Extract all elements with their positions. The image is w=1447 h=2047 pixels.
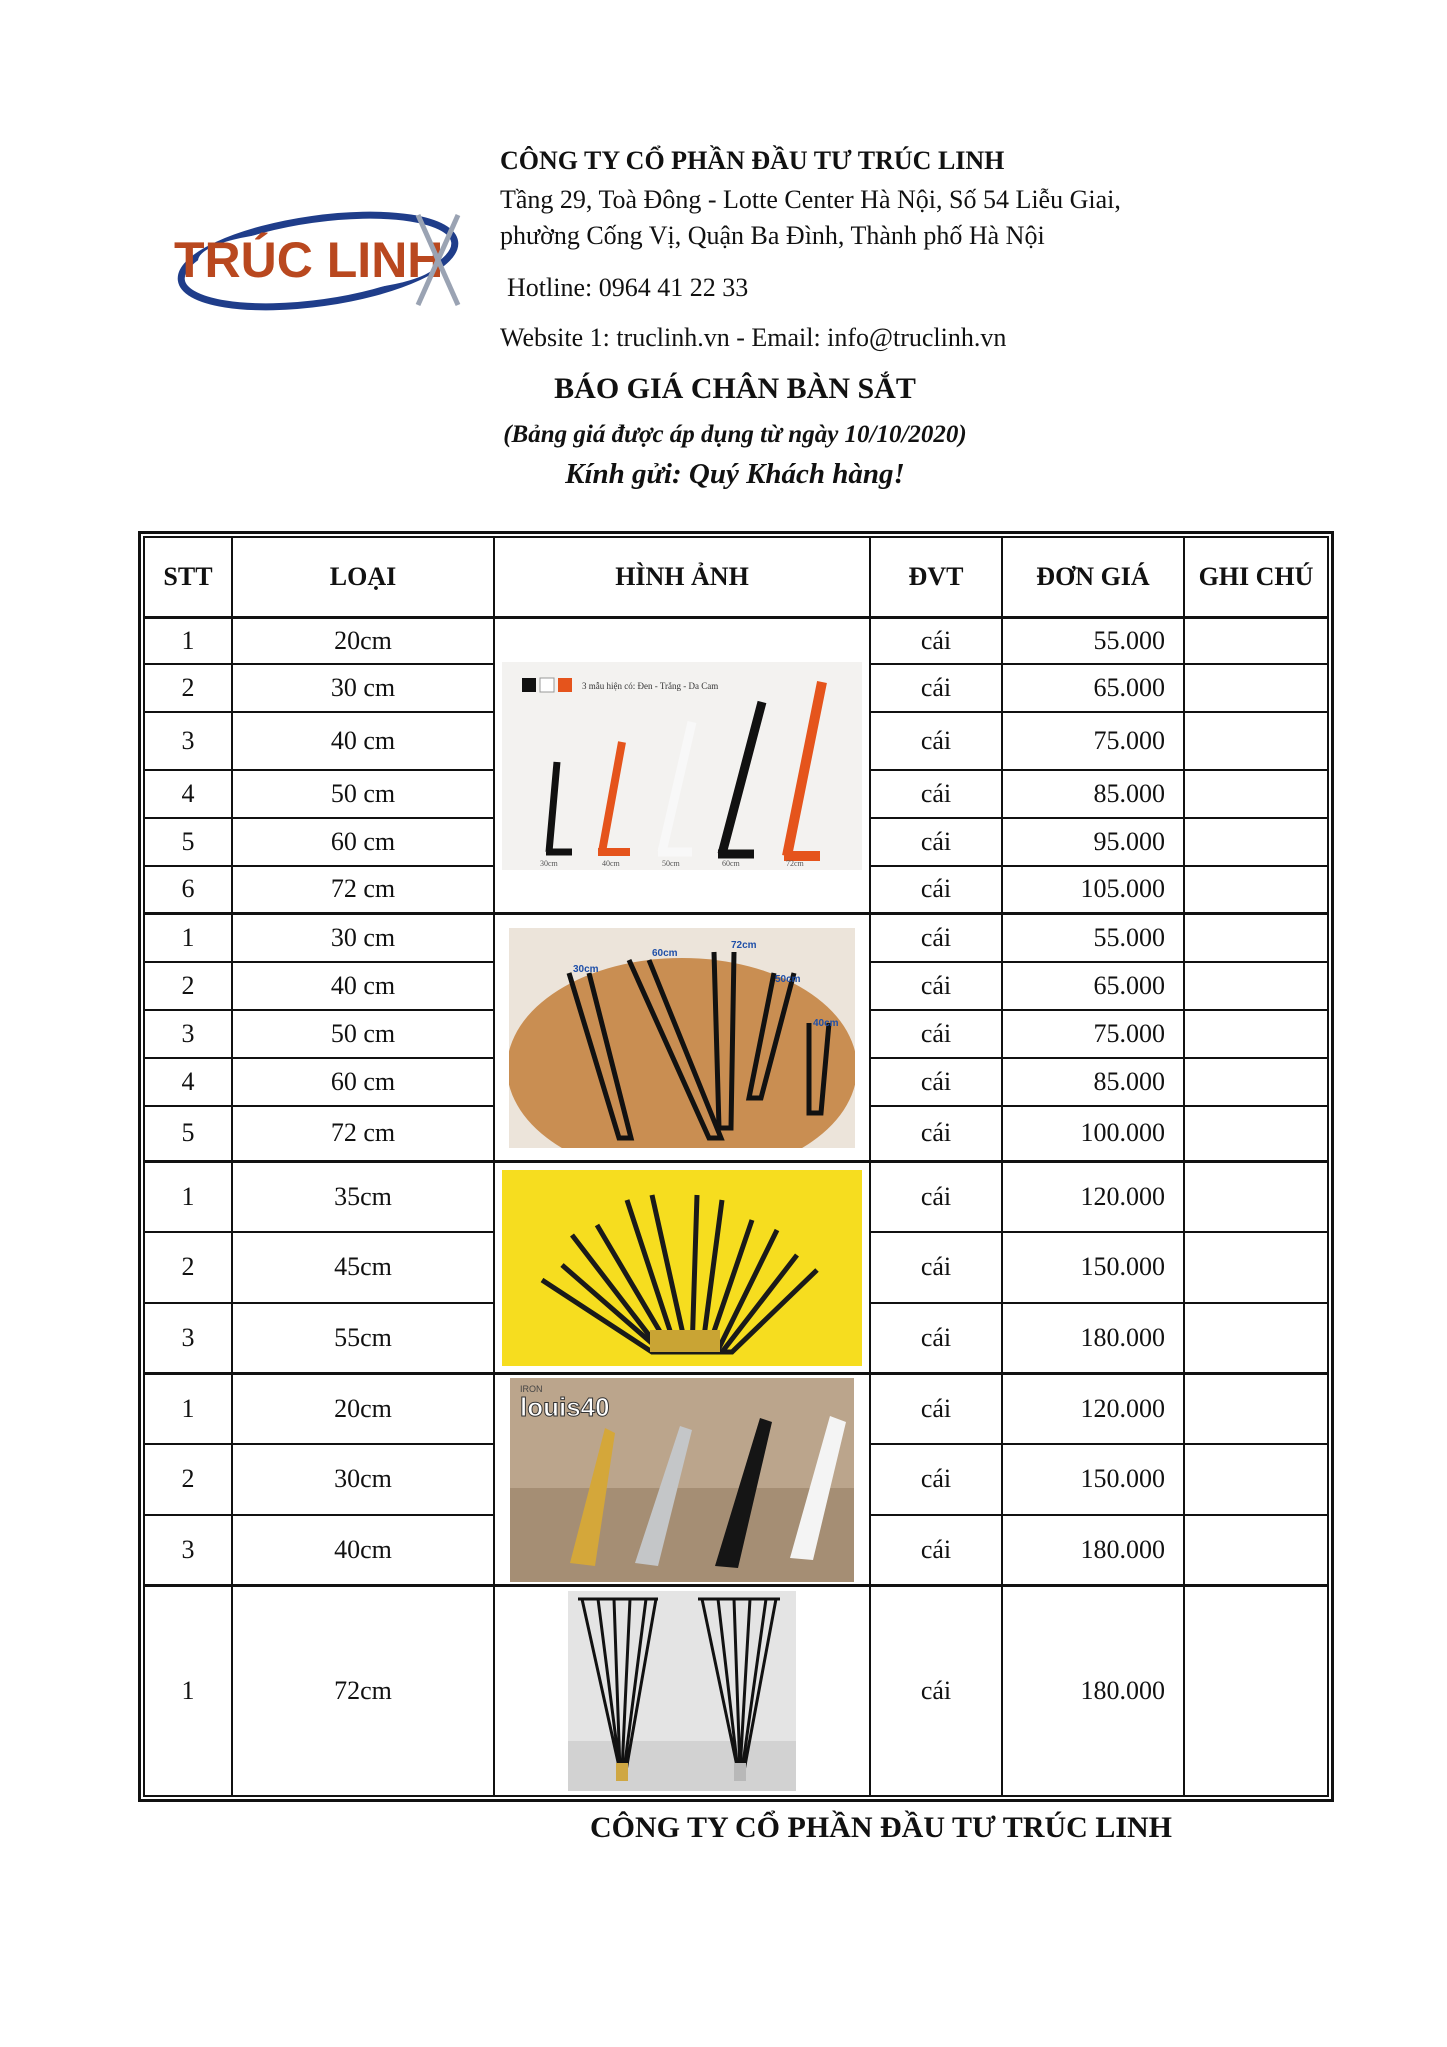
logo-text: TRÚC LINH: [174, 232, 444, 288]
cell-image: [494, 1162, 870, 1374]
cell-price: 105.000: [1002, 866, 1184, 914]
product-group-3: [144, 1162, 1328, 1374]
cell-note: [1184, 1374, 1328, 1444]
cell-stt: 5: [144, 1106, 232, 1162]
cell-stt: 2: [144, 1232, 232, 1303]
cell-image: [494, 914, 870, 1162]
cell-stt: 3: [144, 1010, 232, 1058]
cell-dvt: cái: [870, 1162, 1002, 1232]
address-line-1: Tầng 29, Toà Đông - Lotte Center Hà Nội, Số 54 Liễu Giai,: [500, 185, 1121, 214]
cell-loai: 60 cm: [232, 818, 494, 866]
header-loai: LOẠI: [232, 537, 494, 618]
cell-price: 85.000: [1002, 1058, 1184, 1106]
photo-label: 50cm: [662, 858, 680, 868]
address-line-2: phường Cống Vị, Quận Ba Đình, Thành phố Hà Nội: [500, 221, 1045, 250]
table-row: [144, 1162, 1328, 1232]
cell-note: [1184, 1303, 1328, 1374]
cell-stt: 1: [144, 1586, 232, 1796]
footer-company-name: CÔNG TY CỔ PHẦN ĐẦU TƯ TRÚC LINH: [590, 1811, 1172, 1844]
cell-price: 55.000: [1002, 618, 1184, 664]
cell-dvt: cái: [870, 1106, 1002, 1162]
table-leg-photo-2: [509, 928, 855, 1148]
cell-stt: 3: [144, 1515, 232, 1586]
header-dvt: ĐVT: [870, 537, 1002, 618]
cell-price: 65.000: [1002, 664, 1184, 712]
cell-image: [494, 1586, 870, 1796]
cell-stt: 2: [144, 962, 232, 1010]
table-header-row: [144, 537, 1328, 618]
cell-price: 180.000: [1002, 1515, 1184, 1586]
product-group-5: [144, 1586, 1328, 1796]
cell-note: [1184, 1162, 1328, 1232]
cell-note: [1184, 1232, 1328, 1303]
cell-loai: 30 cm: [232, 664, 494, 712]
header-don-gia: ĐƠN GIÁ: [1002, 537, 1184, 618]
table-leg-photo-3: [502, 1170, 862, 1366]
cell-note: [1184, 818, 1328, 866]
product-group-1: [144, 618, 1328, 914]
cell-dvt: cái: [870, 1058, 1002, 1106]
cell-loai: 40cm: [232, 1515, 494, 1586]
cell-note: [1184, 914, 1328, 962]
cell-price: 100.000: [1002, 1106, 1184, 1162]
cell-stt: 4: [144, 1058, 232, 1106]
cell-note: [1184, 712, 1328, 770]
company-info: [500, 140, 1220, 356]
cell-stt: 3: [144, 1303, 232, 1374]
cell-note: [1184, 1010, 1328, 1058]
cell-note: [1184, 1444, 1328, 1515]
photo-label: 40cm: [813, 1017, 839, 1029]
cell-price: 150.000: [1002, 1444, 1184, 1515]
cell-stt: 1: [144, 1162, 232, 1232]
photo-label: 60cm: [652, 947, 678, 959]
cell-price: 75.000: [1002, 712, 1184, 770]
company-logo: [168, 195, 468, 325]
cell-dvt: cái: [870, 1586, 1002, 1796]
cell-loai: 72cm: [232, 1586, 494, 1796]
table-leg-photo-4: [510, 1378, 854, 1582]
photo-label: 50cm: [775, 973, 801, 985]
cell-loai: 35cm: [232, 1162, 494, 1232]
cell-note: [1184, 1058, 1328, 1106]
cell-stt: 2: [144, 664, 232, 712]
cell-loai: 40 cm: [232, 962, 494, 1010]
cell-dvt: cái: [870, 914, 1002, 962]
cell-price: 120.000: [1002, 1162, 1184, 1232]
cell-price: 95.000: [1002, 818, 1184, 866]
product-group-4: [144, 1374, 1328, 1586]
cell-image: [494, 618, 870, 914]
cell-loai: 72 cm: [232, 1106, 494, 1162]
hotline: Hotline: 0964 41 22 33: [507, 273, 749, 302]
document-title: BÁO GIÁ CHÂN BÀN SẮT: [554, 372, 916, 405]
cell-dvt: cái: [870, 712, 1002, 770]
photo-label: 72cm: [731, 939, 757, 951]
cell-image: [494, 1374, 870, 1586]
cell-loai: 72 cm: [232, 866, 494, 914]
cell-price: 180.000: [1002, 1586, 1184, 1796]
company-name: CÔNG TY CỔ PHẦN ĐẦU TƯ TRÚC LINH: [500, 146, 1005, 175]
cell-stt: 1: [144, 914, 232, 962]
photo-brand-top: IRON: [520, 1383, 543, 1394]
cell-dvt: cái: [870, 1444, 1002, 1515]
cell-stt: 1: [144, 618, 232, 664]
website-email: Website 1: truclinh.vn - Email: info@truclinh.vn: [500, 323, 1007, 352]
photo-label: 60cm: [722, 858, 740, 868]
cell-dvt: cái: [870, 1010, 1002, 1058]
table-row: [144, 1374, 1328, 1444]
cell-price: 180.000: [1002, 1303, 1184, 1374]
document-greeting: Kính gửi: Quý Khách hàng!: [565, 458, 905, 490]
cell-note: [1184, 1586, 1328, 1796]
cell-dvt: cái: [870, 618, 1002, 664]
cell-loai: 45cm: [232, 1232, 494, 1303]
cell-note: [1184, 866, 1328, 914]
cell-dvt: cái: [870, 818, 1002, 866]
cell-price: 85.000: [1002, 770, 1184, 818]
cell-price: 65.000: [1002, 962, 1184, 1010]
cell-loai: 30cm: [232, 1444, 494, 1515]
cell-loai: 20cm: [232, 1374, 494, 1444]
cell-price: 150.000: [1002, 1232, 1184, 1303]
cell-dvt: cái: [870, 770, 1002, 818]
cell-loai: 40 cm: [232, 712, 494, 770]
cell-note: [1184, 618, 1328, 664]
product-group-2: [144, 914, 1328, 1162]
cell-dvt: cái: [870, 664, 1002, 712]
cell-note: [1184, 1515, 1328, 1586]
header-stt: STT: [144, 537, 232, 618]
cell-note: [1184, 1106, 1328, 1162]
photo-label: 30cm: [540, 858, 558, 868]
cell-price: 75.000: [1002, 1010, 1184, 1058]
cell-dvt: cái: [870, 1232, 1002, 1303]
cell-price: 120.000: [1002, 1374, 1184, 1444]
cell-stt: 2: [144, 1444, 232, 1515]
header-hinh-anh: HÌNH ẢNH: [494, 537, 870, 618]
cell-loai: 55cm: [232, 1303, 494, 1374]
cell-loai: 60 cm: [232, 1058, 494, 1106]
table-row: [144, 1586, 1328, 1796]
cell-dvt: cái: [870, 1515, 1002, 1586]
cell-stt: 3: [144, 712, 232, 770]
photo-label: 30cm: [573, 963, 599, 975]
cell-stt: 6: [144, 866, 232, 914]
cell-loai: 50 cm: [232, 770, 494, 818]
photo-caption: 3 mẫu hiện có: Đen - Trắng - Da Cam: [582, 680, 719, 691]
header-ghi-chu: GHI CHÚ: [1184, 537, 1328, 618]
table-row: [144, 618, 1328, 664]
cell-stt: 1: [144, 1374, 232, 1444]
cell-stt: 4: [144, 770, 232, 818]
cell-loai: 20cm: [232, 618, 494, 664]
price-table: [143, 536, 1329, 1797]
cell-note: [1184, 770, 1328, 818]
cell-note: [1184, 962, 1328, 1010]
cell-dvt: cái: [870, 962, 1002, 1010]
cell-stt: 5: [144, 818, 232, 866]
cell-dvt: cái: [870, 1303, 1002, 1374]
price-table-frame: [138, 531, 1334, 1802]
cell-note: [1184, 664, 1328, 712]
document-subtitle: (Bảng giá được áp dụng từ ngày 10/10/2020): [503, 421, 967, 448]
table-leg-photo-1: [502, 662, 862, 870]
photo-label: 72cm: [786, 858, 804, 868]
table-leg-photo-5: [568, 1591, 796, 1791]
table-row: [144, 914, 1328, 962]
cell-loai: 30 cm: [232, 914, 494, 962]
cell-dvt: cái: [870, 866, 1002, 914]
cell-price: 55.000: [1002, 914, 1184, 962]
photo-brand: louis40: [520, 1391, 610, 1422]
photo-label: 40cm: [602, 858, 620, 868]
cell-dvt: cái: [870, 1374, 1002, 1444]
cell-loai: 50 cm: [232, 1010, 494, 1058]
